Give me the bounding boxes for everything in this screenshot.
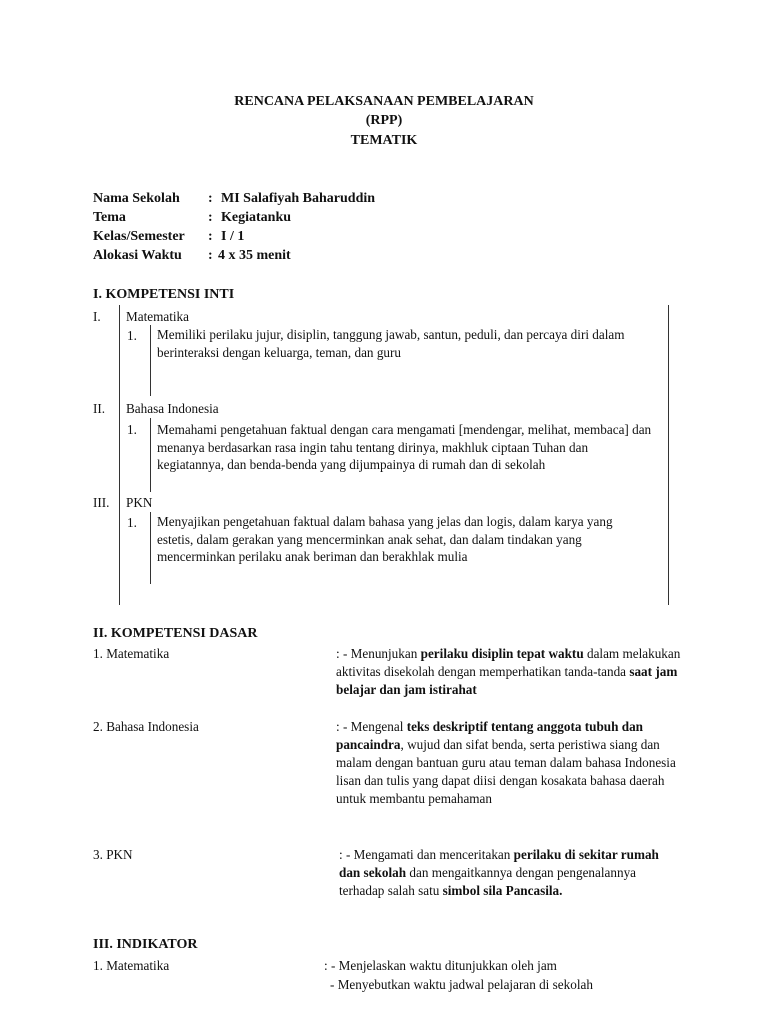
ki-item-text: Menyajikan pengetahuan faktual dalam bahasa yang jelas dan logis, dalam karya yang estetis, dalam gerakan yang mencerminkan anak sehat, dan dalam tindakan yang mencerminkan perilaku anak beriman dan berakhlak mulia [157,514,613,564]
doc-title: RENCANA PELAKSANAAN PEMBELAJARAN [234,94,534,109]
ki-subject: Bahasa Indonesia [126,401,219,416]
ki-roman: II. [93,401,106,416]
doc-subtitle: (RPP) [365,113,403,128]
identity-label: Alokasi Waktu [93,248,182,263]
kd-subject: 3. PKN [93,847,133,862]
identity-value: Kegiatanku [221,210,292,225]
identity-value: I / 1 [221,229,245,244]
ki-roman: III. [93,495,110,510]
doc-type: TEMATIK [350,133,418,148]
kd-subject: 1. Matematika [93,646,170,661]
ki-item-text: Memiliki perilaku jujur, disiplin, tanggung jawab, santun, peduli, dan percaya diri dalam berinteraksi dengan keluarga, teman, dan guru [157,327,625,360]
identity-sep: : [208,191,213,206]
identity-sep: : [208,210,213,225]
identity-sep: : [208,229,213,244]
ki-item-number: 1. [127,515,137,530]
identity-label: Tema [93,210,126,225]
identity-sep: : [208,248,213,263]
ki-left-border [119,305,120,605]
ki-subject: Matematika [126,309,189,324]
ki-item-divider [150,512,151,584]
identity-value: MI Salafiyah Baharuddin [221,191,376,206]
ki-item-divider [150,325,151,396]
ki-item-divider [150,418,151,492]
kd-description: : - Menunjukan perilaku disiplin tepat waktu dalam melakukan aktivitas disekolah dengan memperhatikan tanda-tanda saat jam belajar dan jam istirahat [336,646,681,697]
ki-right-border [668,305,669,605]
indikator-heading: III. INDIKATOR [93,937,198,952]
ki-heading: I. KOMPETENSI INTI [93,287,235,302]
kd-subject: 2. Bahasa Indonesia [93,719,199,734]
kd-description: : - Mengamati dan menceritakan perilaku di sekitar rumah dan sekolah dan mengaitkannya dengan pengenalannya terhadap salah satu simbol sila Pancasila. [339,847,659,898]
ki-item-text: Memahami pengetahuan faktual dengan cara mengamati [mendengar, melihat, membaca] dan menanya berdasarkan rasa ingin tahu tentang dirinya, makhluk ciptaan Tuhan dan kegiatannya, dan benda-benda yang dijumpainya di rumah dan di sekolah [157,422,652,472]
ki-item-number: 1. [127,328,137,343]
identity-label: Kelas/Semester [93,229,185,244]
indikator-item: : - Menjelaskan waktu ditunjukkan oleh jam [324,958,557,973]
ki-subject: PKN [126,495,153,510]
kd-description: : - Mengenal teks deskriptif tentang anggota tubuh dan pancaindra, wujud dan sifat benda, serta peristiwa siang dan malam dengan bantuan guru atau teman dalam bahasa Indonesia lisan dan tulis yang dapat diisi dengan kosakata bahasa daerah untuk membantu pemahaman [336,719,676,806]
indikator-item: - Menyebutkan waktu jadwal pelajaran di sekolah [330,977,593,992]
kd-heading: II. KOMPETENSI DASAR [93,626,258,641]
ki-roman: I. [93,309,101,324]
identity-label: Nama Sekolah [93,191,180,206]
identity-value: 4 x 35 menit [218,248,291,263]
ki-item-number: 1. [127,422,137,437]
indikator-subject: 1. Matematika [93,958,170,973]
